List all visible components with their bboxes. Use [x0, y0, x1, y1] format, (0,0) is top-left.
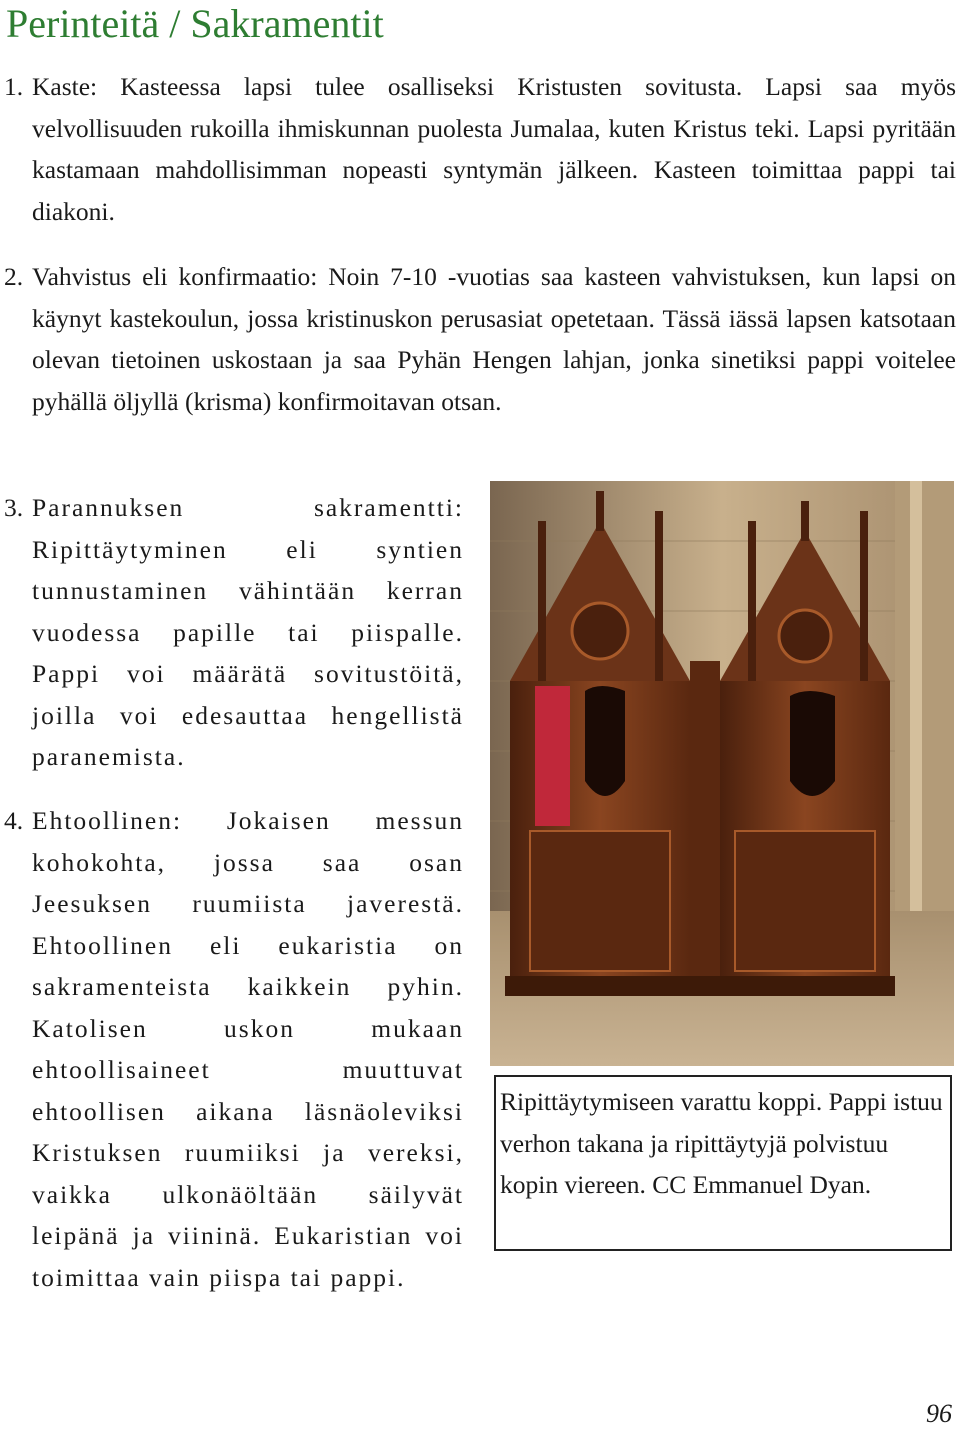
page-number: 96: [926, 1399, 952, 1428]
list-item-eucharist: [4, 800, 464, 1298]
confessional-illustration: [490, 481, 954, 1066]
figure-caption: Ripittäytymiseen varattu koppi. Pappi istuu verhon takana ja ripittäytyjä polvistuu kopin viereen. CC Emmanuel Dyan.: [494, 1075, 952, 1251]
confessional-photo: [490, 481, 954, 1066]
list-item-number: 1.: [4, 72, 24, 101]
list-item-text: Vahvistus eli konfirmaatio: Noin 7-10 -vuotias saa kasteen vahvistuksen, kun lapsi on käynyt kastekoulun, jossa kristinuskon perusasiat opetetaan. Tässä iässä lapsen katsotaan olevan tietoinen uskostaan ja saa Pyhän Hengen lahjan, jonka sinetiksi pappi voitelee pyhällä öljyllä (krisma) konfirmoitavan otsan.: [32, 262, 956, 416]
list-item-text: Parannuksen sakramentti: Ripittäytyminen eli syntien tunnustaminen vähintään kerran vuodessa papille tai piispalle. Pappi voi määrätä sovitustöitä, joilla voi edesauttaa hengellistä paranemista.: [32, 493, 464, 771]
list-item-number: 3.: [4, 493, 24, 522]
list-item-text: Kaste: Kasteessa lapsi tulee osalliseksi Kristusten sovitusta. Lapsi saa myös velvollisuuden rukoilla ihmiskunnan puolesta Jumalaa, kuten Kristus teki. Lapsi pyritään kastamaan mahdollisimman nopeasti syntymän jälkeen. Kasteen toimittaa pappi tai diakoni.: [32, 72, 956, 226]
list-item-confirmation: [4, 256, 956, 422]
list-item-number: 4.: [4, 806, 24, 835]
page-title: Perinteitä / Sakramentit: [6, 1, 384, 46]
list-item-number: 2.: [4, 262, 24, 291]
list-item-baptism: [4, 66, 956, 232]
list-item-penance: [4, 487, 464, 778]
list-item-text: Ehtoollinen: Jokaisen messun kohokohta, jossa saa osan Jeesuksen ruumiista javerestä. Ehtoollinen eli eukaristia on sakramenteista kaikkein pyhin. Katolisen uskon mukaan ehtoollisaineet muuttuvat ehtoollisen aikana läsnäoleviksi Kristuksen ruumiiksi ja vereksi, vaikka ulkonäöltään säilyvät leipänä ja viininä. Eukaristian voi toimittaa vain piispa tai pappi.: [32, 806, 464, 1292]
